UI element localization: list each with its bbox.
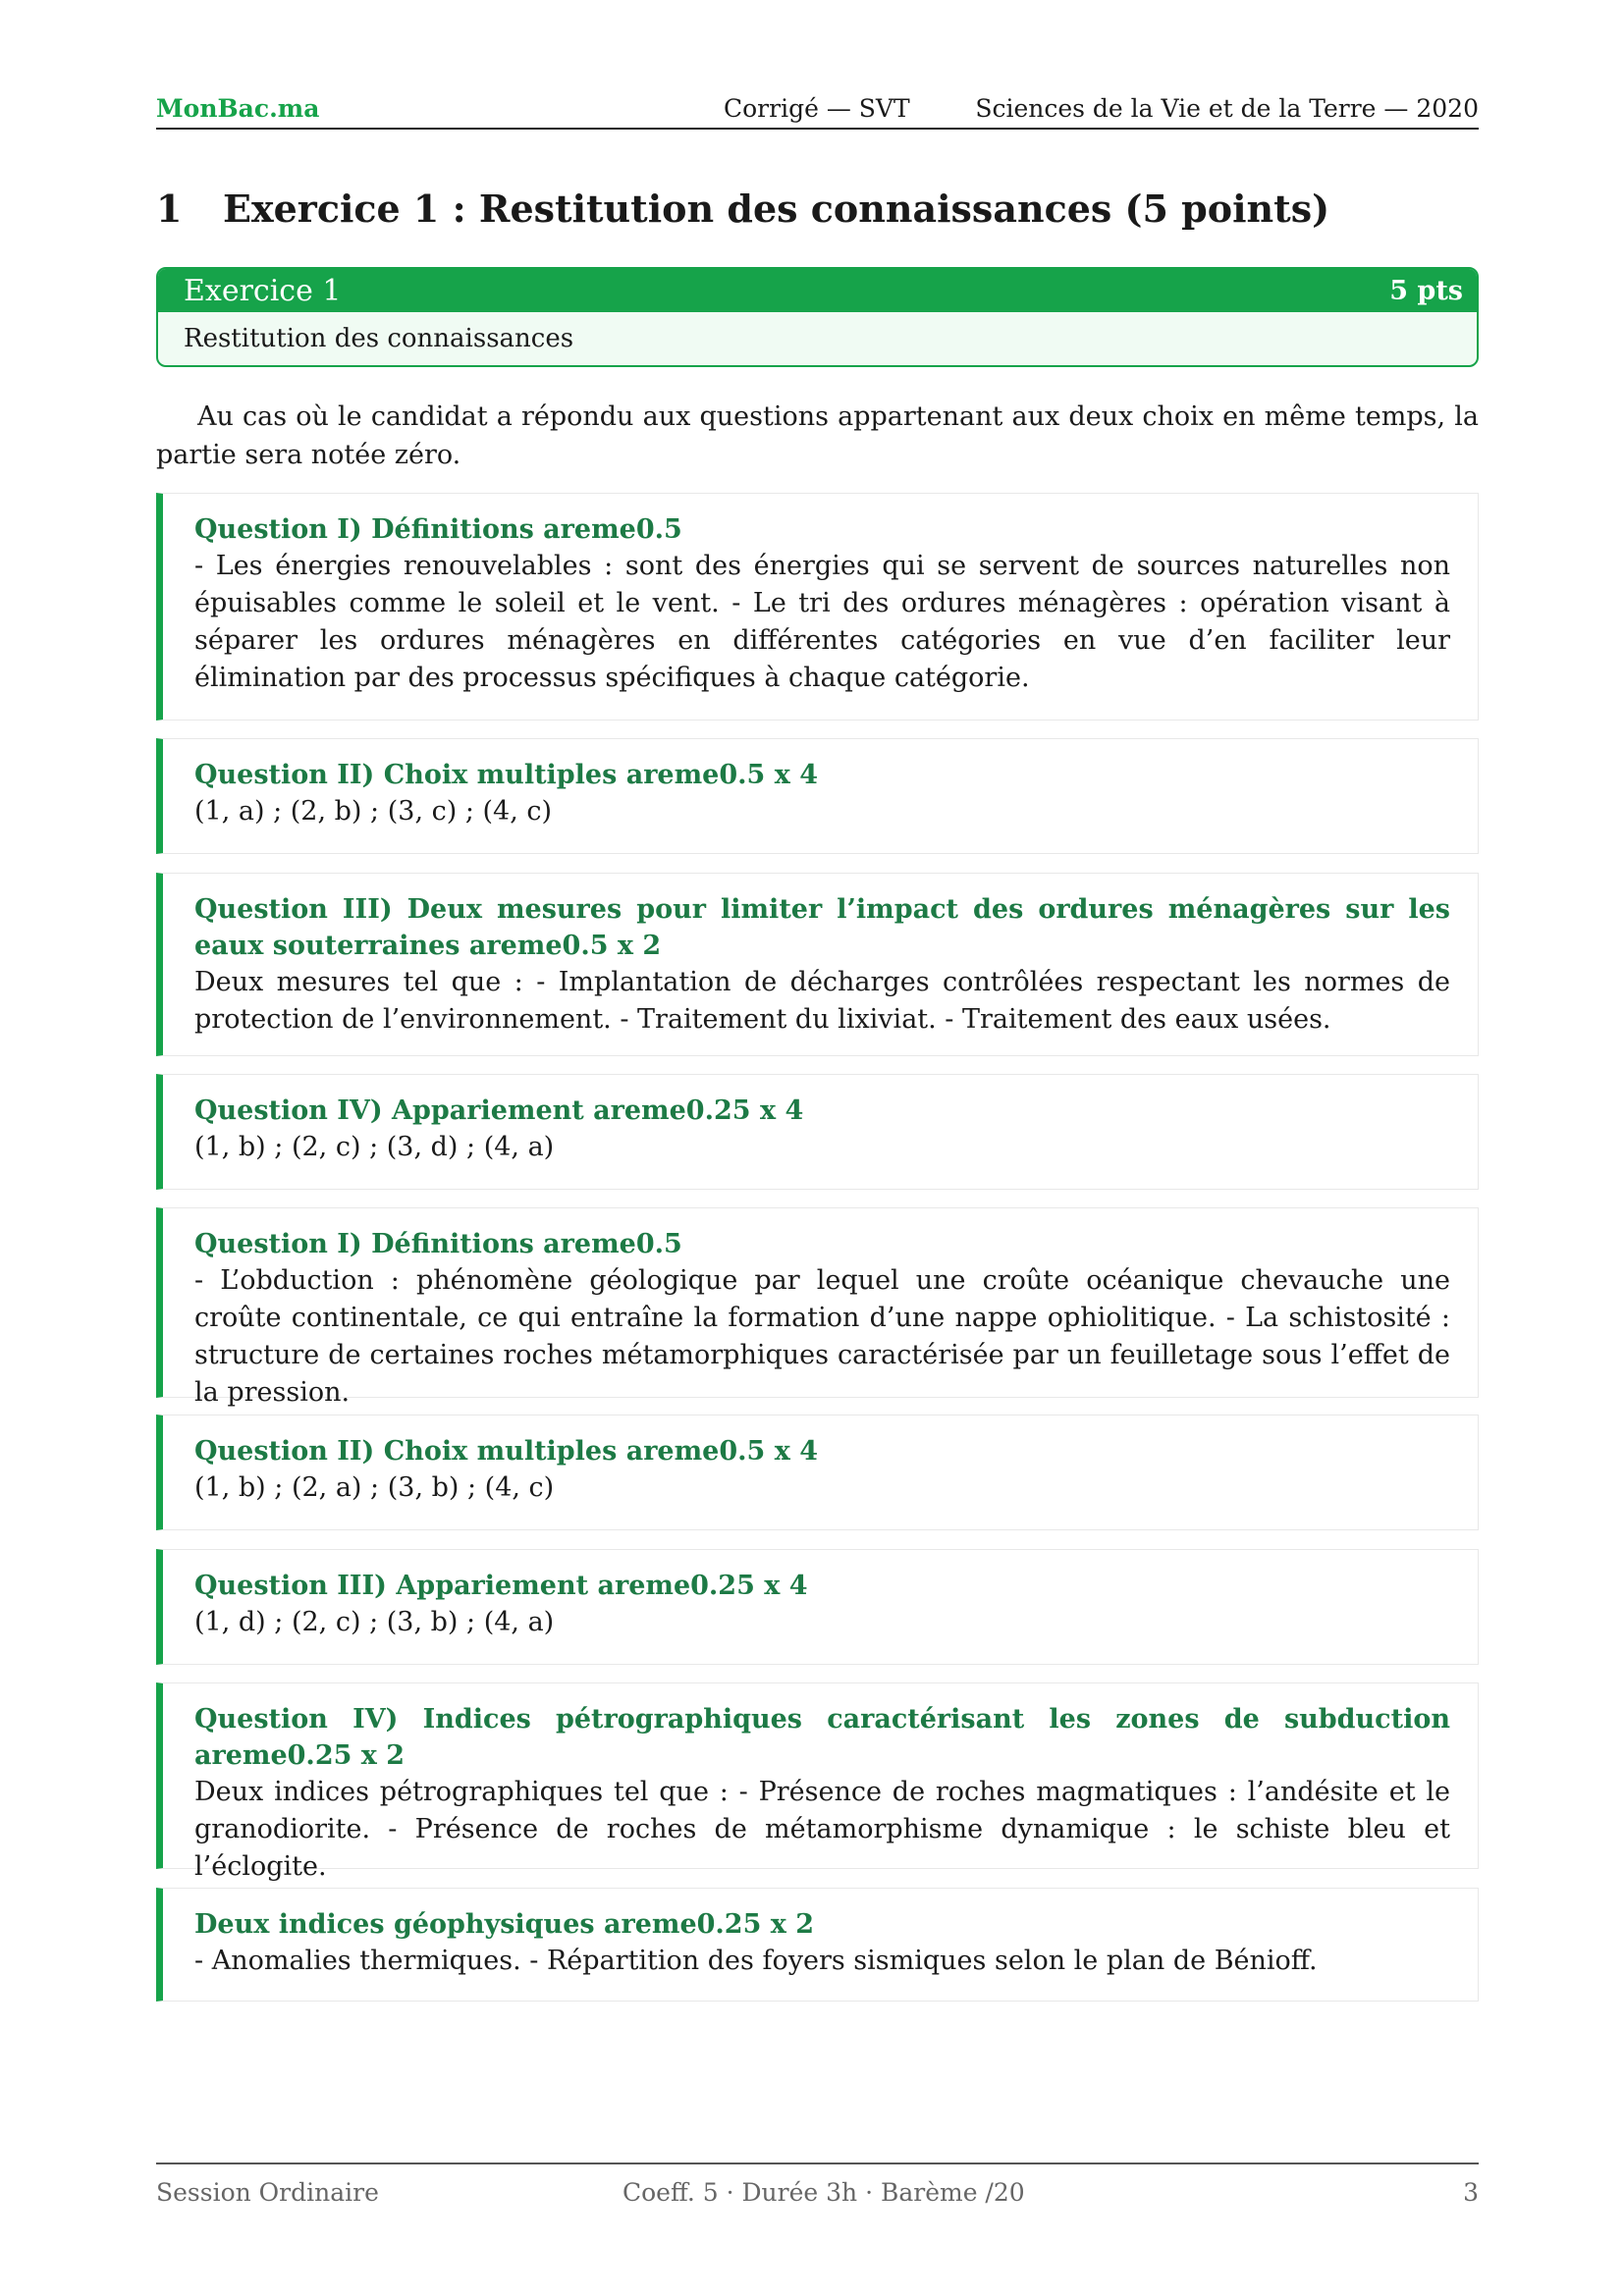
question-title: Question IV) Indices pétrographiques caractérisant les zones de subduction areme0.25 x 2: [194, 1704, 1450, 1771]
question-title: Question III) Deux mesures pour limiter l’impact des ordures ménagères sur les eaux souterraines areme0.5 x 2: [194, 894, 1450, 961]
question-card: [156, 1074, 1479, 1190]
question-card: [156, 1207, 1479, 1408]
question-answer: (1, a) ; (2, b) ; (3, c) ; (4, c): [194, 796, 553, 827]
brand-logo-text: MonBac.ma: [156, 94, 320, 123]
section-title: Exercice 1 : Restitution des connaissances (5 points): [223, 187, 1330, 231]
question-card: [156, 1888, 1479, 2002]
question-card: [156, 1549, 1479, 1665]
header-subject: Corrigé — SVT: [724, 94, 910, 123]
exercise-banner-header: [158, 269, 1477, 312]
page-number: 3: [1463, 2178, 1479, 2207]
section-heading: [156, 187, 1329, 232]
header-title: Sciences de la Vie et de la Terre — 2020: [975, 94, 1479, 123]
question-answer: - Anomalies thermiques. - Répartition des foyers sismiques selon le plan de Bénioff.: [194, 1946, 1318, 1976]
question-answer: (1, b) ; (2, c) ; (3, d) ; (4, a): [194, 1132, 555, 1162]
question-answer: Deux mesures tel que : - Implantation de décharges contrôlées respectant les normes de protection de l’environnement. - Traitement du lixiviat. - Traitement des eaux usées.: [194, 967, 1450, 1035]
question-title: Question I) Définitions areme0.5: [194, 514, 682, 545]
intro-paragraph: Au cas où le candidat a répondu aux questions appartenant aux deux choix en même temps, la partie sera notée zéro.: [156, 401, 1479, 470]
exercise-subtitle: Restitution des connaissances: [184, 324, 574, 353]
question-answer: (1, b) ; (2, a) ; (3, b) ; (4, c): [194, 1472, 555, 1503]
question-answer: Deux indices pétrographiques tel que : - Présence de roches magmatiques : l’andésite et le granodiorite. - Présence de roches de métamorphisme dynamique : le schiste bleu et l’éclogite.: [194, 1777, 1450, 1882]
section-number: 1: [156, 187, 183, 231]
question-card: [156, 1415, 1479, 1530]
question-title: Question I) Définitions areme0.5: [194, 1229, 682, 1259]
footer-session: Session Ordinaire: [156, 2178, 379, 2207]
question-title: Question IV) Appariement areme0.25 x 4: [194, 1095, 804, 1126]
question-card: [156, 493, 1479, 721]
question-answer: - L’obduction : phénomène géologique par lequel une croûte océanique chevauche une croûte continentale, ce qui entraîne la formation d’une nappe ophiolitique. - La schistosité : structure de certaines roches métamorphiques caractérisée par un feuilletage sous l’effet de la pression.: [194, 1265, 1450, 1408]
question-card: [156, 1682, 1479, 1882]
exercise-points: 5 pts: [1389, 276, 1463, 306]
question-title: Question II) Choix multiples areme0.5 x 4: [194, 760, 819, 790]
question-answer: (1, d) ; (2, c) ; (3, b) ; (4, a): [194, 1607, 555, 1637]
question-answer: - Les énergies renouvelables : sont des énergies qui se servent de sources naturelles non épuisables comme le soleil et le vent. - Le tri des ordures ménagères : opération visant à séparer les ordures ménagères en différentes catégories en vue d’en faciliter leur élimination par des processus spécifiques à chaque catégorie.: [194, 551, 1450, 693]
question-title: Deux indices géophysiques areme0.25 x 2: [194, 1909, 815, 1940]
question-card: [156, 738, 1479, 854]
question-card: [156, 873, 1479, 1056]
footer-info: Coeff. 5 · Durée 3h · Barème /20: [623, 2178, 1025, 2207]
question-title: Question II) Choix multiples areme0.5 x 4: [194, 1436, 819, 1467]
page-header: [156, 92, 1479, 130]
question-title: Question III) Appariement areme0.25 x 4: [194, 1571, 808, 1601]
page-footer: [156, 2163, 1479, 2207]
page: [156, 0, 1479, 2296]
exercise-title: Exercice 1: [184, 274, 342, 308]
exercise-banner: [156, 267, 1479, 367]
